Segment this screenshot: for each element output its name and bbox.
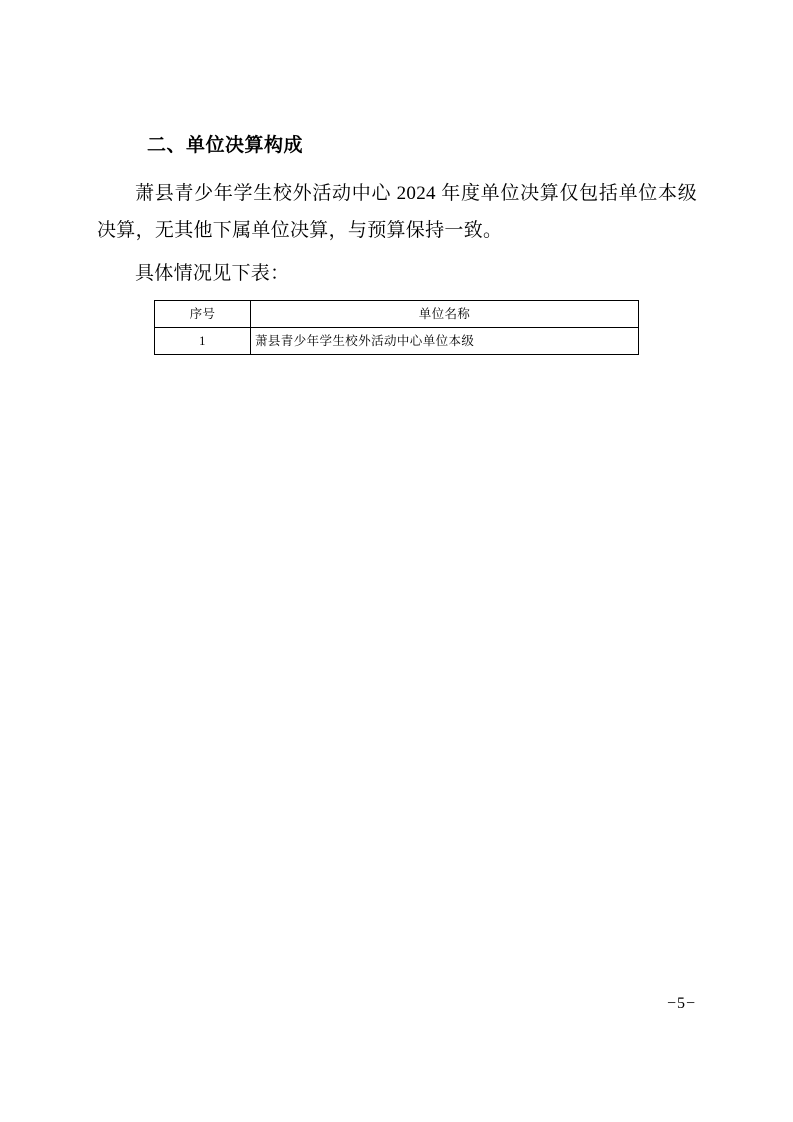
paragraph-unit-composition: 萧县青少年学生校外活动中心 2024 年度单位决算仅包括单位本级决算，无其他下属单位决算，与预算保持一致。 — [97, 182, 697, 241]
table-row — [155, 327, 639, 354]
page-number: −5− — [666, 995, 696, 1012]
table-header-row — [155, 300, 639, 327]
unit-table — [154, 300, 639, 355]
paragraph-see-table: 具体情况见下表： — [135, 262, 290, 284]
table-header-unit-name: 单位名称 — [251, 300, 639, 327]
table-header-seq: 序号 — [155, 300, 251, 327]
table-cell-unit-name: 萧县青少年学生校外活动中心单位本级 — [251, 327, 639, 354]
section-heading: 二、单位决算构成 — [147, 135, 304, 156]
document-body — [97, 132, 697, 355]
table-cell-seq: 1 — [155, 327, 251, 354]
